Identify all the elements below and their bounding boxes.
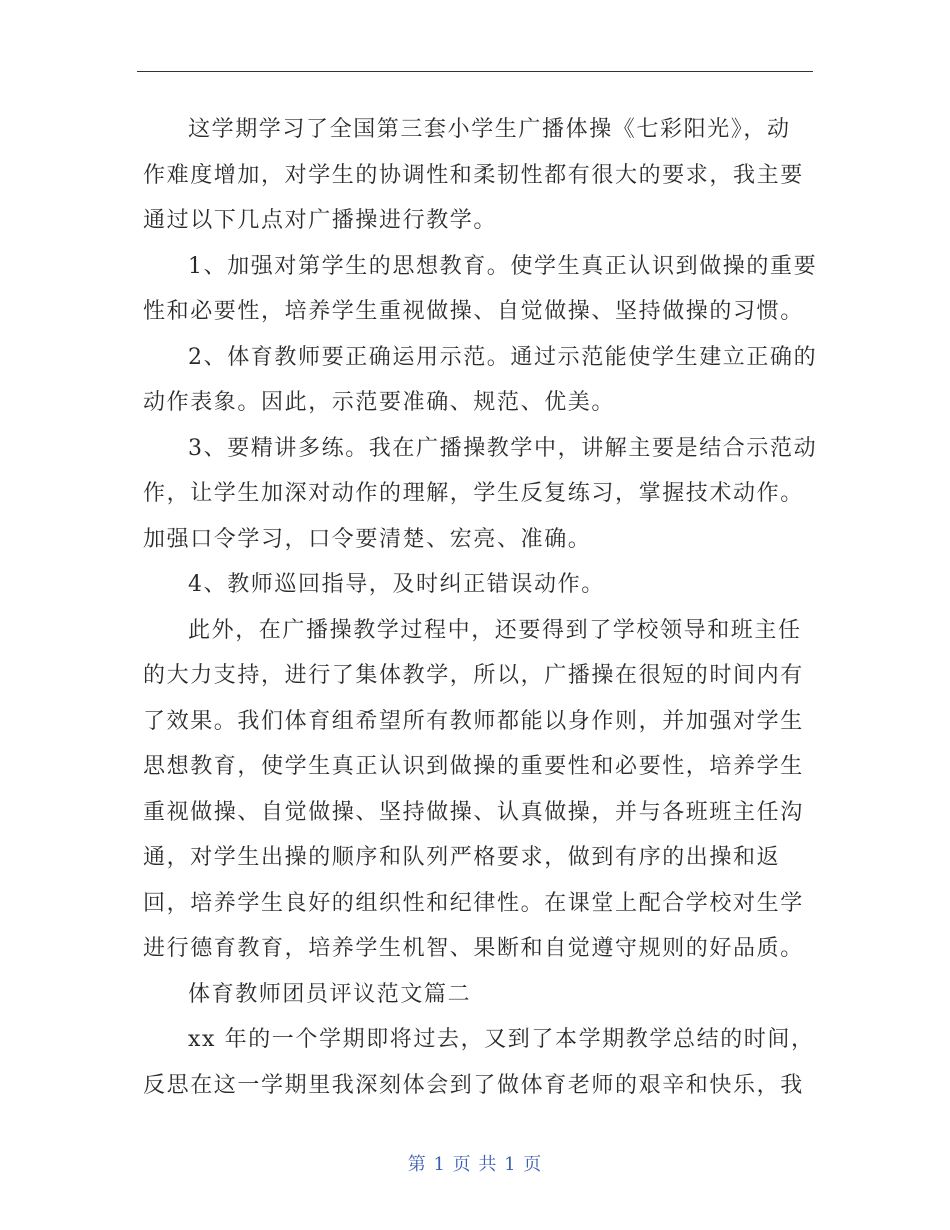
paragraph-line: 作难度增加，对学生的协调性和柔韧性都有很大的要求，我主要	[143, 162, 804, 188]
paragraph-line: 性和必要性，培养学生重视做操、自觉做操、坚持做操的习惯。	[143, 299, 804, 324]
paragraph-line: 3、要精讲多练。我在广播操教学中，讲解主要是结合示范动	[188, 435, 818, 461]
paragraph-line: 通，对学生出操的顺序和队列严格要求，做到有序的出操和返	[143, 845, 781, 870]
header-rule	[137, 71, 813, 72]
paragraph-line: 这学期学习了全国第三套小学生广播体操《七彩阳光》，动	[188, 117, 791, 142]
paragraph-line: xx 年的一个学期即将过去，又到了本学期教学总结的时间，	[188, 1027, 815, 1052]
paragraph-line: 反思在这一学期里我深刻体会到了做体育老师的艰辛和快乐，我	[143, 1072, 804, 1098]
section-heading: 体育教师团员评议范文篇二	[188, 981, 472, 1007]
paragraph-line: 1、加强对第学生的思想教育。使学生真正认识到做操的重要	[188, 253, 818, 279]
paragraph-line: 思想教育，使学生真正认识到做操的重要性和必要性，培养学生	[143, 754, 804, 779]
paragraph-line: 了效果。我们体育组希望所有教师都能以身作则，并加强对学生	[143, 708, 804, 734]
paragraph-line: 通过以下几点对广播操进行教学。	[143, 208, 498, 233]
paragraph-line: 4、教师巡回指导，及时纠正错误动作。	[188, 572, 605, 597]
paragraph-line: 进行德育教育，培养学生机智、果断和自觉遵守规则的好品质。	[143, 936, 804, 961]
paragraph-line: 的大力支持，进行了集体教学，所以，广播操在很短的时间内有	[143, 663, 804, 688]
paragraph-line: 作，让学生加深对动作的理解，学生反复练习，掌握技术动作。	[143, 481, 804, 506]
paragraph-line: 动作表象。因此，示范要准确、规范、优美。	[143, 390, 616, 415]
page-footer: 第 1 页 共 1 页	[407, 1154, 543, 1175]
paragraph-line: 回，培养学生良好的组织性和纪律性。在课堂上配合学校对生学	[143, 890, 804, 916]
document-body	[143, 107, 818, 1108]
paragraph-line: 2、体育教师要正确运用示范。通过示范能使学生建立正确的	[188, 344, 818, 370]
paragraph-line: 此外，在广播操教学过程中，还要得到了学校领导和班主任	[188, 617, 802, 643]
paragraph-line: 重视做操、自觉做操、坚持做操、认真做操，并与各班班主任沟	[143, 799, 804, 825]
paragraph-line: 加强口令学习，口令要清楚、宏亮、准确。	[143, 526, 592, 552]
